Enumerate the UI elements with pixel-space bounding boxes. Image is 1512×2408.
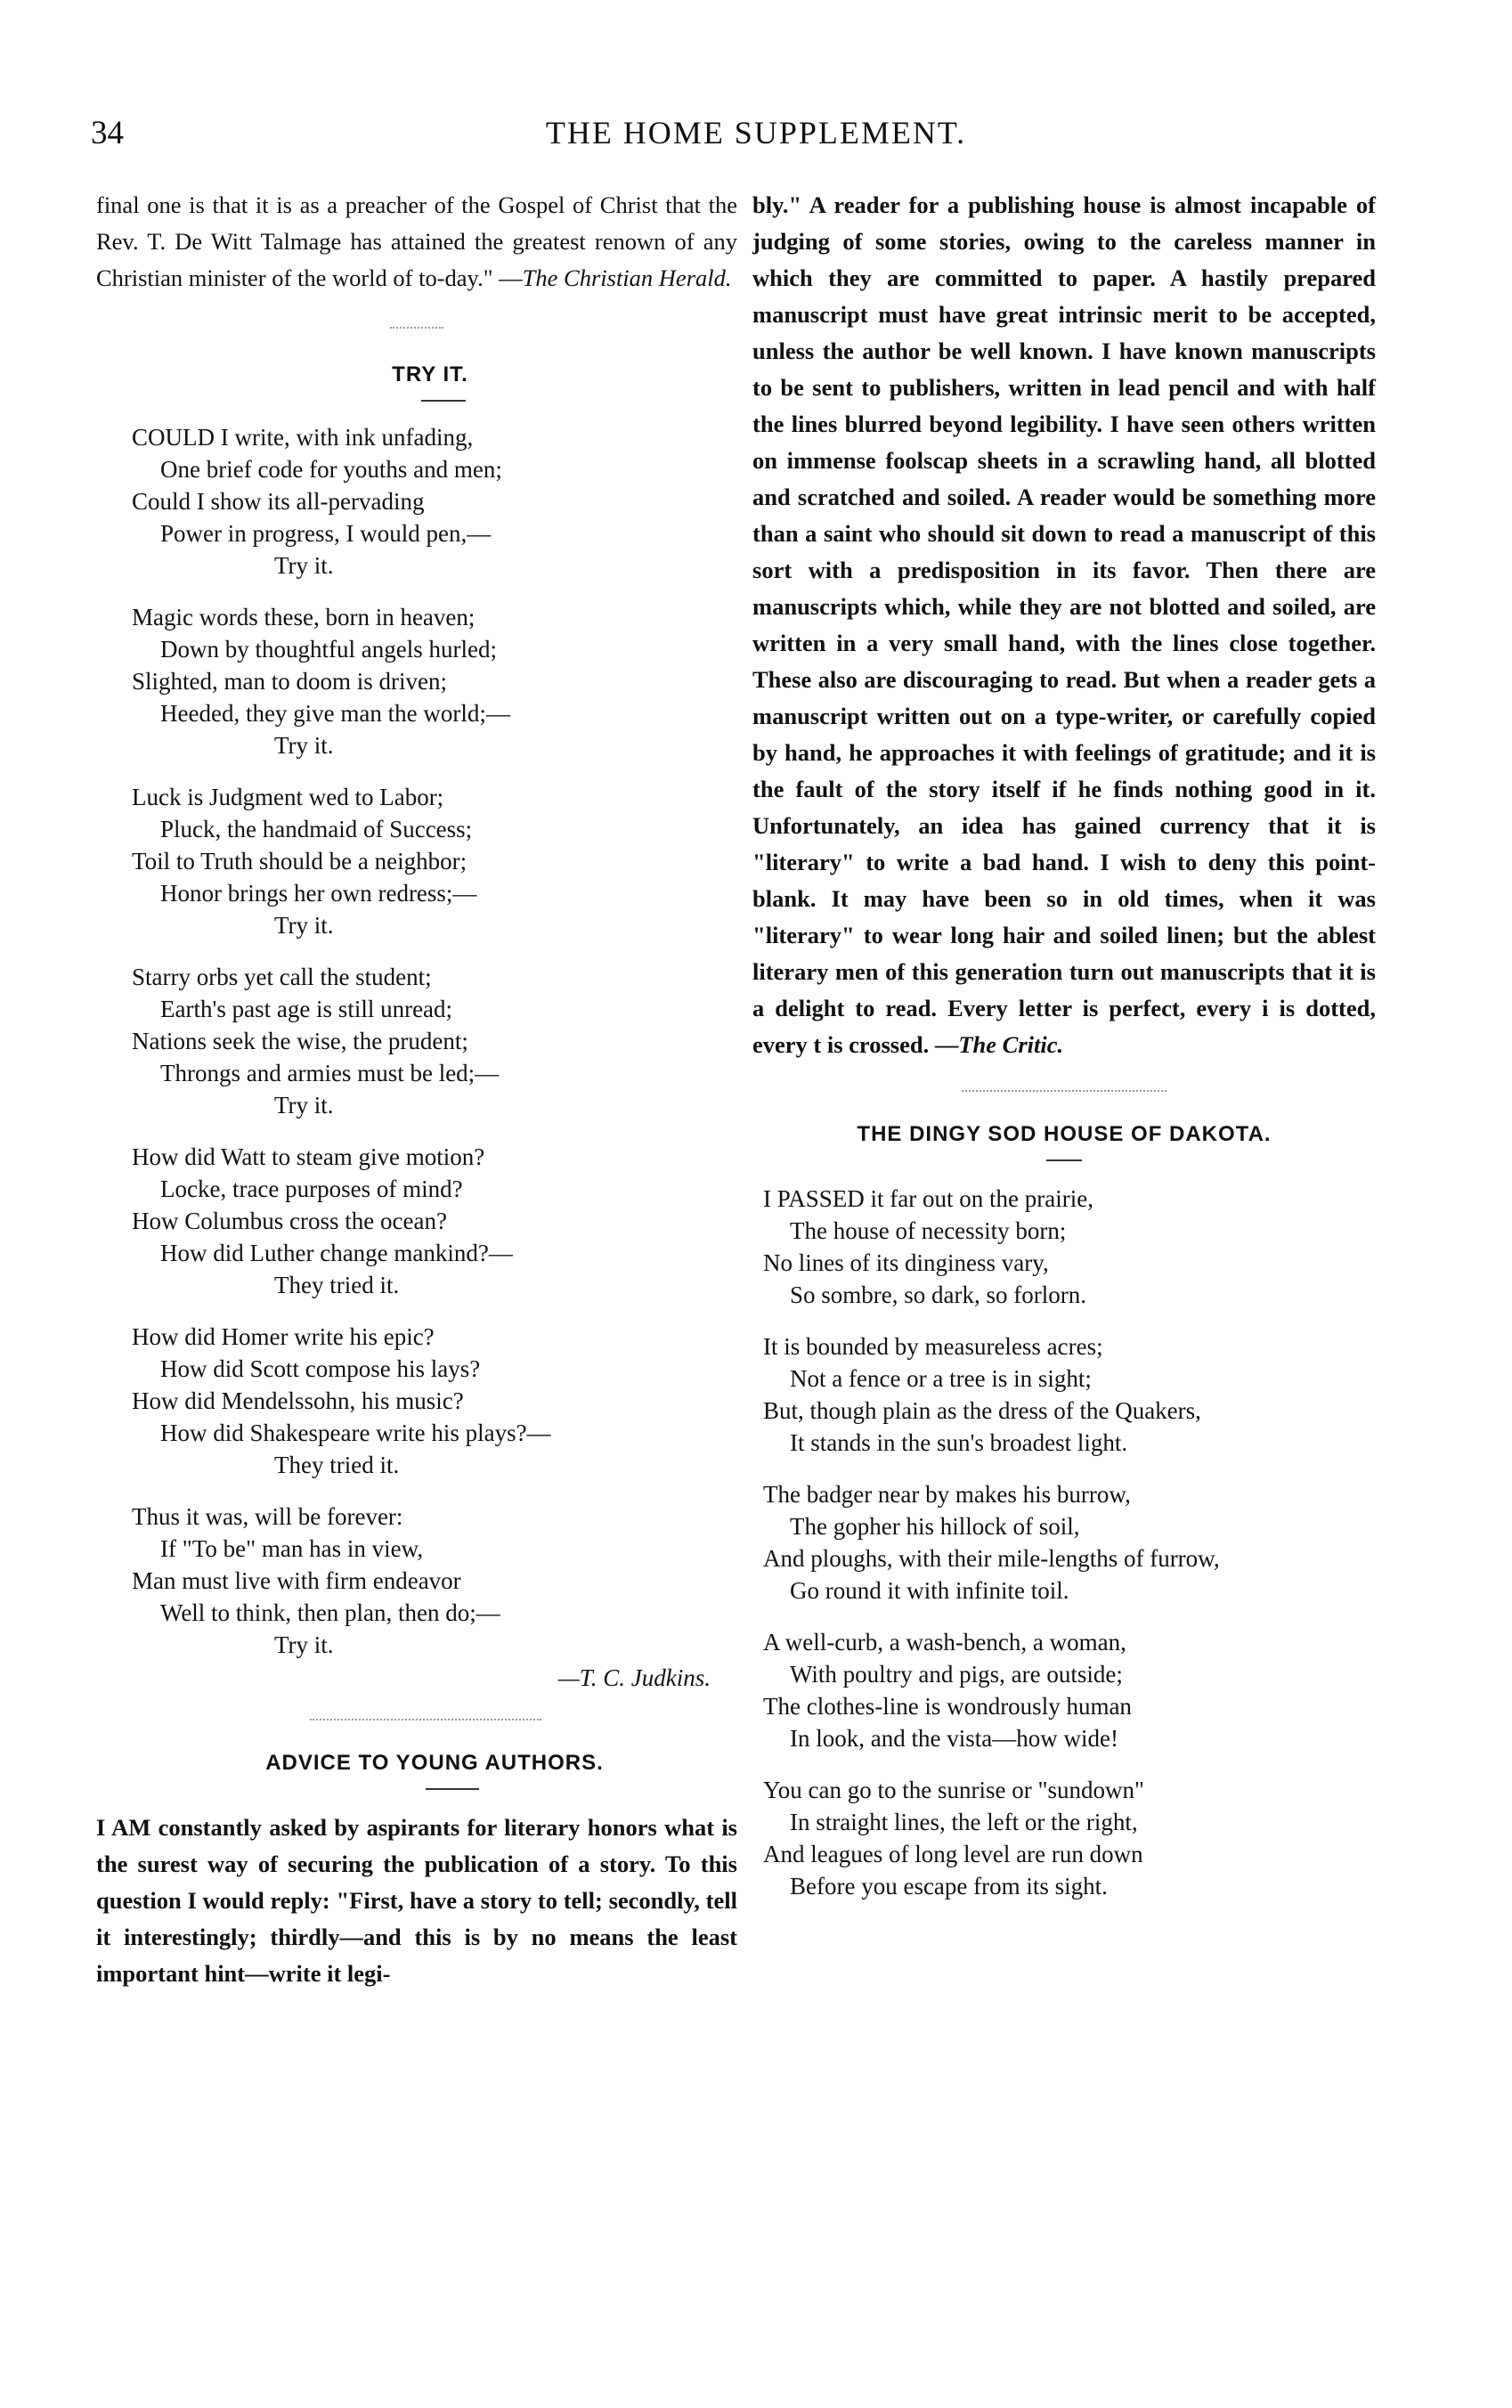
poem-line: Down by thoughtful angels hurled; [160,636,497,663]
poem-line: In look, and the vista—how wide! [790,1725,1118,1752]
intro-paragraph [96,187,737,297]
advice-continued-paragraph [752,187,1376,1063]
left-column [96,187,737,1992]
poem-line: How did Luther change mankind?— [160,1240,513,1266]
advice-continued-text: bly." A reader for a publishing house is almost incapable of judging of some stories, owing to the careless manner in which they are committed to paper. A hastily prepared manuscript must have great intrinsic merit to be accepted, unless the author be well known. I have known manuscripts to be sent to publishers, written in lead pencil and with half the lines blurred beyond legibility. I have seen others written on immense foolscap sheets in a scrawling hand, all blotted and scratched and soiled. A reader would be something more than a saint who should sit down to read a manuscript of this sort with a predisposition in its favor. Then there are manuscripts which, while they are not blotted and soiled, are written in a very small hand, with the lines close together. These also are discouraging to read. But when a reader gets a manuscript written out on a type-writer, or carefully copied by hand, he approaches it with feelings of gratitude; and it is the fault of the story itself if he finds nothing good in it. Unfortunately, an idea has gained currency that it is "literary" to write a bad hand. I wish to deny this point-blank. It may have been so in old times, when it was "literary" to wear long hair and soiled linen; but the ablest literary men of this generation turn out manuscripts that it is a delight to read. Every letter is perfect, every i is dotted, every t is crossed. — [752,191,1376,1058]
stanza [96,781,737,941]
poem-line: The gopher his hillock of soil, [790,1513,1080,1540]
poem-line: And leagues of long level are run down [763,1841,1143,1867]
poem-line: Man must live with firm endeavor [132,1567,461,1594]
title-underline [426,1788,479,1790]
title-underline [1046,1159,1082,1161]
right-column [752,187,1376,1922]
poem-line: How did Mendelssohn, his music? [132,1387,464,1414]
section-divider [962,1090,1167,1092]
intro-text: final one is that it is as a preacher of the Gospel of Christ that the Rev. T. De Witt Talmage has attained the greatest renown of any Christian minister of the world of to-day." — [96,191,737,291]
poem-line: The badger near by makes his burrow, [763,1481,1131,1508]
poem-line: You can go to the sunrise or "sundown" [763,1777,1145,1803]
poem-title-sod-house: THE DINGY SOD HOUSE OF DAKOTA. [857,1122,1272,1146]
poem-line: If "To be" man has in view, [160,1535,424,1562]
poem-line: COULD I write, with ink unfading, [132,424,474,451]
poem-line: It is bounded by measureless acres; [763,1333,1103,1360]
poem-refrain: Try it. [274,552,334,579]
page-number: 34 [91,115,124,151]
poem-line: It stands in the sun's broadest light. [790,1429,1128,1456]
poem-line: Earth's past age is still unread; [160,996,453,1022]
poem-line: Magic words these, born in heaven; [132,604,476,630]
stanza [96,601,737,761]
poem-refrain: Try it. [274,1092,334,1119]
poem-line: Toil to Truth should be a neighbor; [132,848,467,875]
poem-line: Slighted, man to doom is driven; [132,668,447,695]
poem-line: With poultry and pigs, are outside; [790,1661,1123,1688]
poem-try-it [96,421,737,1692]
stanza [752,1330,1376,1459]
stanza [96,961,737,1121]
poem-line: How did Watt to steam give motion? [132,1143,485,1170]
poem-line: Thus it was, will be forever: [132,1503,403,1530]
running-title: THE HOME SUPPLEMENT. [545,115,967,150]
stanza [96,1321,737,1481]
stanza [752,1478,1376,1607]
poem-line: But, though plain as the dress of the Quakers, [763,1397,1201,1424]
poem-line: Go round it with infinite toil. [790,1577,1069,1604]
poem-line: Honor brings her own redress;— [160,880,477,907]
stanza [752,1626,1376,1754]
poem-line: How did Homer write his epic? [132,1323,435,1350]
poem-line: The house of necessity born; [790,1217,1067,1244]
stanza [752,1774,1376,1902]
poem-line: How Columbus cross the ocean? [132,1208,447,1234]
poem-line: Power in progress, I would pen,— [160,520,492,547]
poem-line: Locke, trace purposes of mind? [160,1176,463,1202]
poem-refrain: Try it. [274,1631,334,1658]
stanza [96,1501,737,1661]
poem-line: The clothes-line is wondrously human [763,1693,1132,1720]
poem-line: How did Shakespeare write his plays?— [160,1420,551,1446]
poem-line: I PASSED it far out on the prairie, [763,1185,1093,1212]
stanza [752,1183,1376,1311]
poem-sod-house [752,1183,1376,1902]
poem-refrain: They tried it. [274,1452,400,1478]
page-header [0,114,1512,159]
poem-refrain: Try it. [274,732,334,759]
poem-line: No lines of its dinginess vary, [763,1249,1049,1276]
poem-line: Before you escape from its sight. [790,1873,1108,1900]
poem-line: Not a fence or a tree is in sight; [790,1365,1092,1392]
poem-line: And ploughs, with their mile-lengths of furrow, [763,1545,1220,1572]
intro-source: The Christian Herald. [522,264,732,291]
section-divider [390,327,443,329]
poem-line: A well-curb, a wash-bench, a woman, [763,1629,1126,1656]
poem-line: In straight lines, the left or the right, [790,1809,1138,1835]
poem-line: Nations seek the wise, the prudent; [132,1028,468,1054]
poem-refrain: Try it. [274,912,334,939]
poem-refrain: They tried it. [274,1272,400,1298]
stanza [96,421,737,582]
advice-source: The Critic. [958,1031,1064,1058]
poem-line: Heeded, they give man the world;— [160,700,510,727]
poem-line: Could I show its all-pervading [132,488,425,515]
poem-line: Starry orbs yet call the student; [132,964,432,990]
poem-line: How did Scott compose his lays? [160,1355,481,1382]
poem-line: Throngs and armies must be led;— [160,1060,500,1086]
poem-line: Luck is Judgment wed to Labor; [132,784,444,810]
advice-paragraph: I AM constantly asked by aspirants for literary honors what is the surest way of securing the publication of a story. To this question I would reply: "First, have a story to tell; secondly, tell it interestingly; thirdly—and this is by no means the least important hint—write it legi- [96,1814,737,1987]
stanza [96,1141,737,1301]
article-title-advice: ADVICE TO YOUNG AUTHORS. [265,1751,604,1775]
poem-title-try-it: TRY IT. [392,362,468,386]
poem-author: —T. C. Judkins. [557,1664,711,1691]
section-divider [310,1719,541,1721]
poem-line: Well to think, then plan, then do;— [160,1599,500,1626]
poem-line: Pluck, the handmaid of Success; [160,816,473,842]
poem-line: One brief code for youths and men; [160,456,502,483]
title-underline [421,400,466,402]
poem-line: So sombre, so dark, so forlorn. [790,1281,1086,1308]
